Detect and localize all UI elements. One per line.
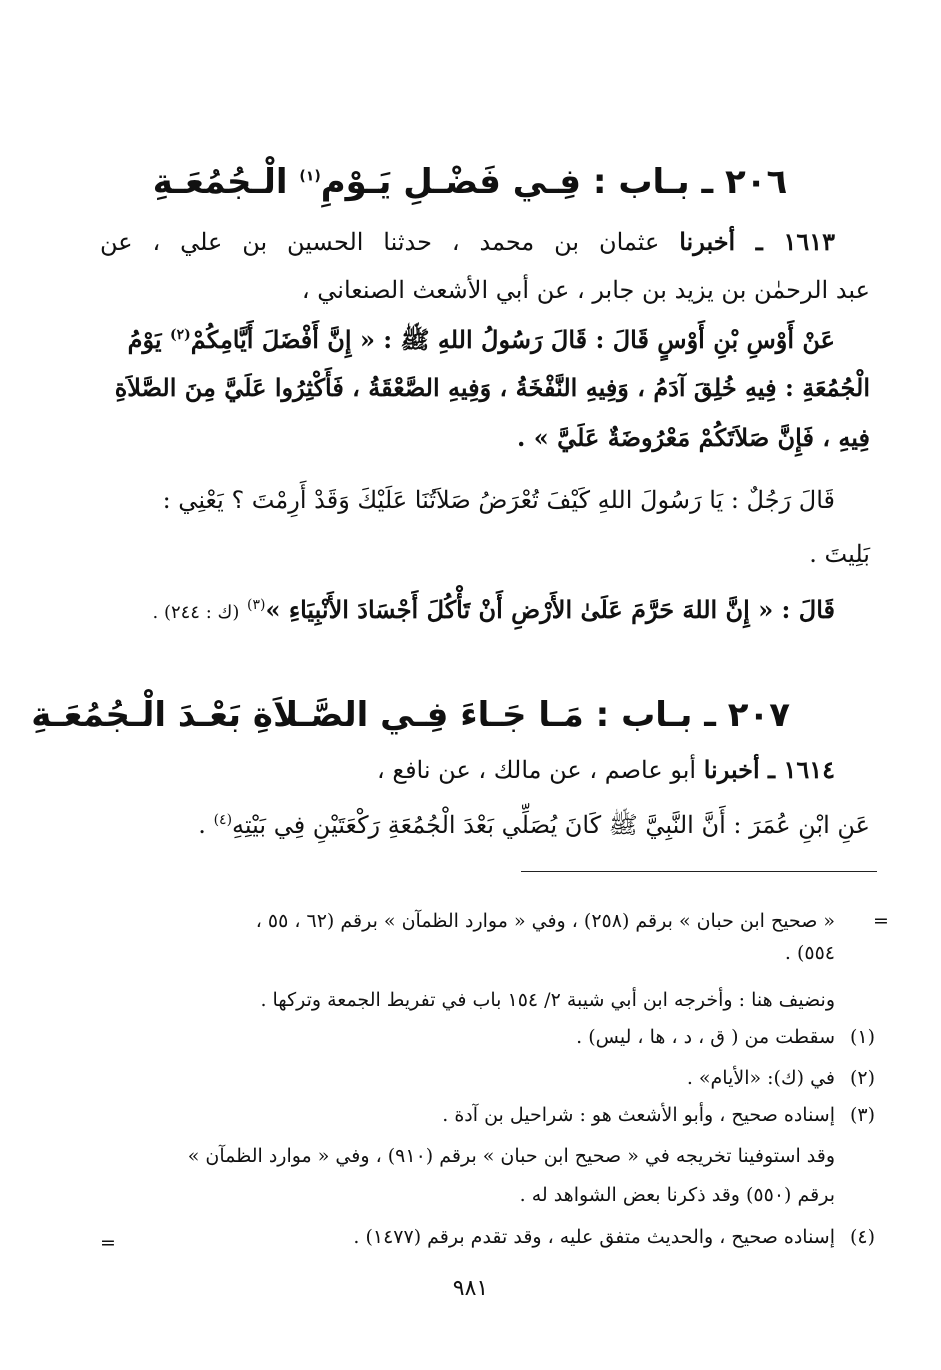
footnote-line bbox=[240, 1222, 835, 1253]
footnote-number: (٢) bbox=[850, 1067, 876, 1089]
matn-text: بَلِيتَ . bbox=[809, 540, 870, 568]
continuation-mark: = bbox=[100, 1232, 116, 1254]
footnote-line bbox=[100, 1141, 835, 1172]
hadith-line bbox=[100, 224, 835, 260]
footnote-text: في (ك): «الأيام» . bbox=[686, 1067, 835, 1089]
footnote-line bbox=[400, 1022, 835, 1053]
isnad-text: أبو عاصم ، عن مالك ، عن نافع ، bbox=[376, 756, 697, 784]
footnote-line bbox=[650, 938, 835, 969]
isnad-text: عبد الرحمٰن بن يزيد بن جابر ، عن أبي الأشعث الصنعاني ، bbox=[301, 276, 870, 304]
footnote-text: إسناده صحيح ، وأبو الأشعث هو : شراحيل بن آدة . bbox=[442, 1104, 835, 1126]
footnote-text: « صحيح ابن حبان » برقم (٢٥٨) ، وفي « موارد الظمآن » برقم (٦٢ ، ٥٥ ، bbox=[255, 910, 835, 932]
hadith-line bbox=[470, 420, 870, 456]
hadith-line bbox=[100, 370, 870, 406]
hadith-number: ١٦١٣ ـ أخبرنا bbox=[679, 227, 835, 256]
footnote-text: إسناده صحيح ، والحديث متفق عليه ، وقد تقدم برقم (١٤٧٧) . bbox=[353, 1226, 835, 1248]
chapter-title-part: ـ بـاب : فِـي فَضْـلِ يَـوْمِ bbox=[320, 162, 714, 202]
matn-text: . bbox=[198, 811, 206, 839]
footnote-ref[interactable]: (١) bbox=[299, 168, 321, 185]
hadith-line bbox=[120, 807, 870, 843]
footnote-line bbox=[300, 1180, 835, 1211]
footnote-line bbox=[300, 1100, 835, 1131]
footnote-line bbox=[100, 906, 835, 937]
page-number: ٩٨١ bbox=[452, 1276, 489, 1301]
footnote-ref[interactable]: (٤) bbox=[213, 812, 233, 828]
hadith-line bbox=[700, 536, 870, 572]
chapter-heading-206 bbox=[150, 160, 790, 204]
source-reference: (ك : ٢٤٤) . bbox=[152, 602, 240, 623]
matn-text: عَنْ أَوْسِ بْنِ أَوْسٍ قَالَ : قَالَ رَسُولُ اللهِ ﷺ : « إِنَّ أَفْضَلَ أَيَّامِكُمْ bbox=[190, 325, 835, 354]
footnote-text: ونضيف هنا : وأخرجه ابن أبي شيبة ٢/ ١٥٤ باب في تفريط الجمعة وتركها . bbox=[260, 989, 835, 1011]
hadith-line bbox=[100, 322, 835, 358]
matn-text: قَالَ رَجُلٌ : يَا رَسُولَ اللهِ كَيْفَ تُعْرَضُ صَلاَتُنَا عَلَيْكَ وَقَدْ أَرِمْتَ ؟ يَعْنِي : bbox=[162, 486, 835, 514]
matn-text: الْجُمُعَةِ : فِيهِ خُلِقَ آدَمُ ، وَفِيهِ النَّفْخَةُ ، وَفِيهِ الصَّعْقَةُ ، فَأَكْثِرُوا عَلَيَّ مِنَ الصَّلاَةِ bbox=[114, 373, 870, 402]
matn-text: عَنِ ابْنِ عُمَرَ : أَنَّ النَّبِيَّ ﷺ كَانَ يُصَلِّي بَعْدَ الْجُمُعَةِ رَكْعَتَيْنِ فِي بَيْتِهِ bbox=[232, 811, 870, 839]
matn-text: فِيهِ ، فَإِنَّ صَلاَتَكُمْ مَعْرُوضَةٌ عَلَيَّ » . bbox=[517, 423, 870, 452]
footnote-number: (٣) bbox=[850, 1104, 876, 1126]
matn-text: يَوْمُ bbox=[127, 325, 162, 354]
isnad-text: عثمان بن محمد ، حدثنا الحسين بن علي ، عن bbox=[100, 228, 660, 256]
footnote-text: برقم (٥٥٠) وقد ذكرنا بعض الشواهد له . bbox=[519, 1184, 835, 1206]
chapter-title-part: الْـجُمُعَـةِ bbox=[152, 162, 288, 202]
hadith-line bbox=[110, 592, 835, 631]
footnote-ref[interactable]: (٢) bbox=[169, 327, 191, 343]
footnote-ref[interactable]: (٣) bbox=[247, 597, 266, 613]
footnote-text: ٥٥٤) . bbox=[784, 942, 835, 964]
footnote-text: وقد استوفينا تخريجه في « صحيح ابن حبان » برقم (٩١٠) ، وفي « موارد الظمآن » bbox=[187, 1145, 835, 1167]
hadith-number: ١٦١٤ ـ أخبرنا bbox=[703, 755, 835, 784]
footnote-line bbox=[200, 985, 835, 1016]
matn-text: قَالَ : « إِنَّ اللهَ حَرَّمَ عَلَىٰ الأَرْضِ أَنْ تَأْكُلَ أَجْسَادَ الأَنْبِيَاءِ » bbox=[265, 595, 835, 624]
hadith-line bbox=[250, 272, 870, 308]
chapter-heading-207 bbox=[31, 693, 790, 737]
chapter-number: ٢٠٧ bbox=[727, 695, 790, 735]
continuation-mark: = bbox=[873, 910, 889, 932]
hadith-line bbox=[300, 752, 835, 788]
footnote-number: (١) bbox=[850, 1026, 876, 1048]
footnote-separator bbox=[521, 871, 877, 872]
chapter-number: ٢٠٦ bbox=[724, 162, 788, 202]
chapter-title: ـ بـاب : مَـا جَـاءَ فِـي الصَّـلاَةِ بَعْـدَ الْـجُمُعَـةِ bbox=[31, 695, 716, 735]
footnote-line bbox=[500, 1063, 835, 1094]
footnote-number: (٤) bbox=[850, 1226, 876, 1248]
hadith-line bbox=[100, 482, 835, 518]
footnote-text: سقطت من ( ق ، د ، ها ، ليس) . bbox=[576, 1026, 835, 1048]
